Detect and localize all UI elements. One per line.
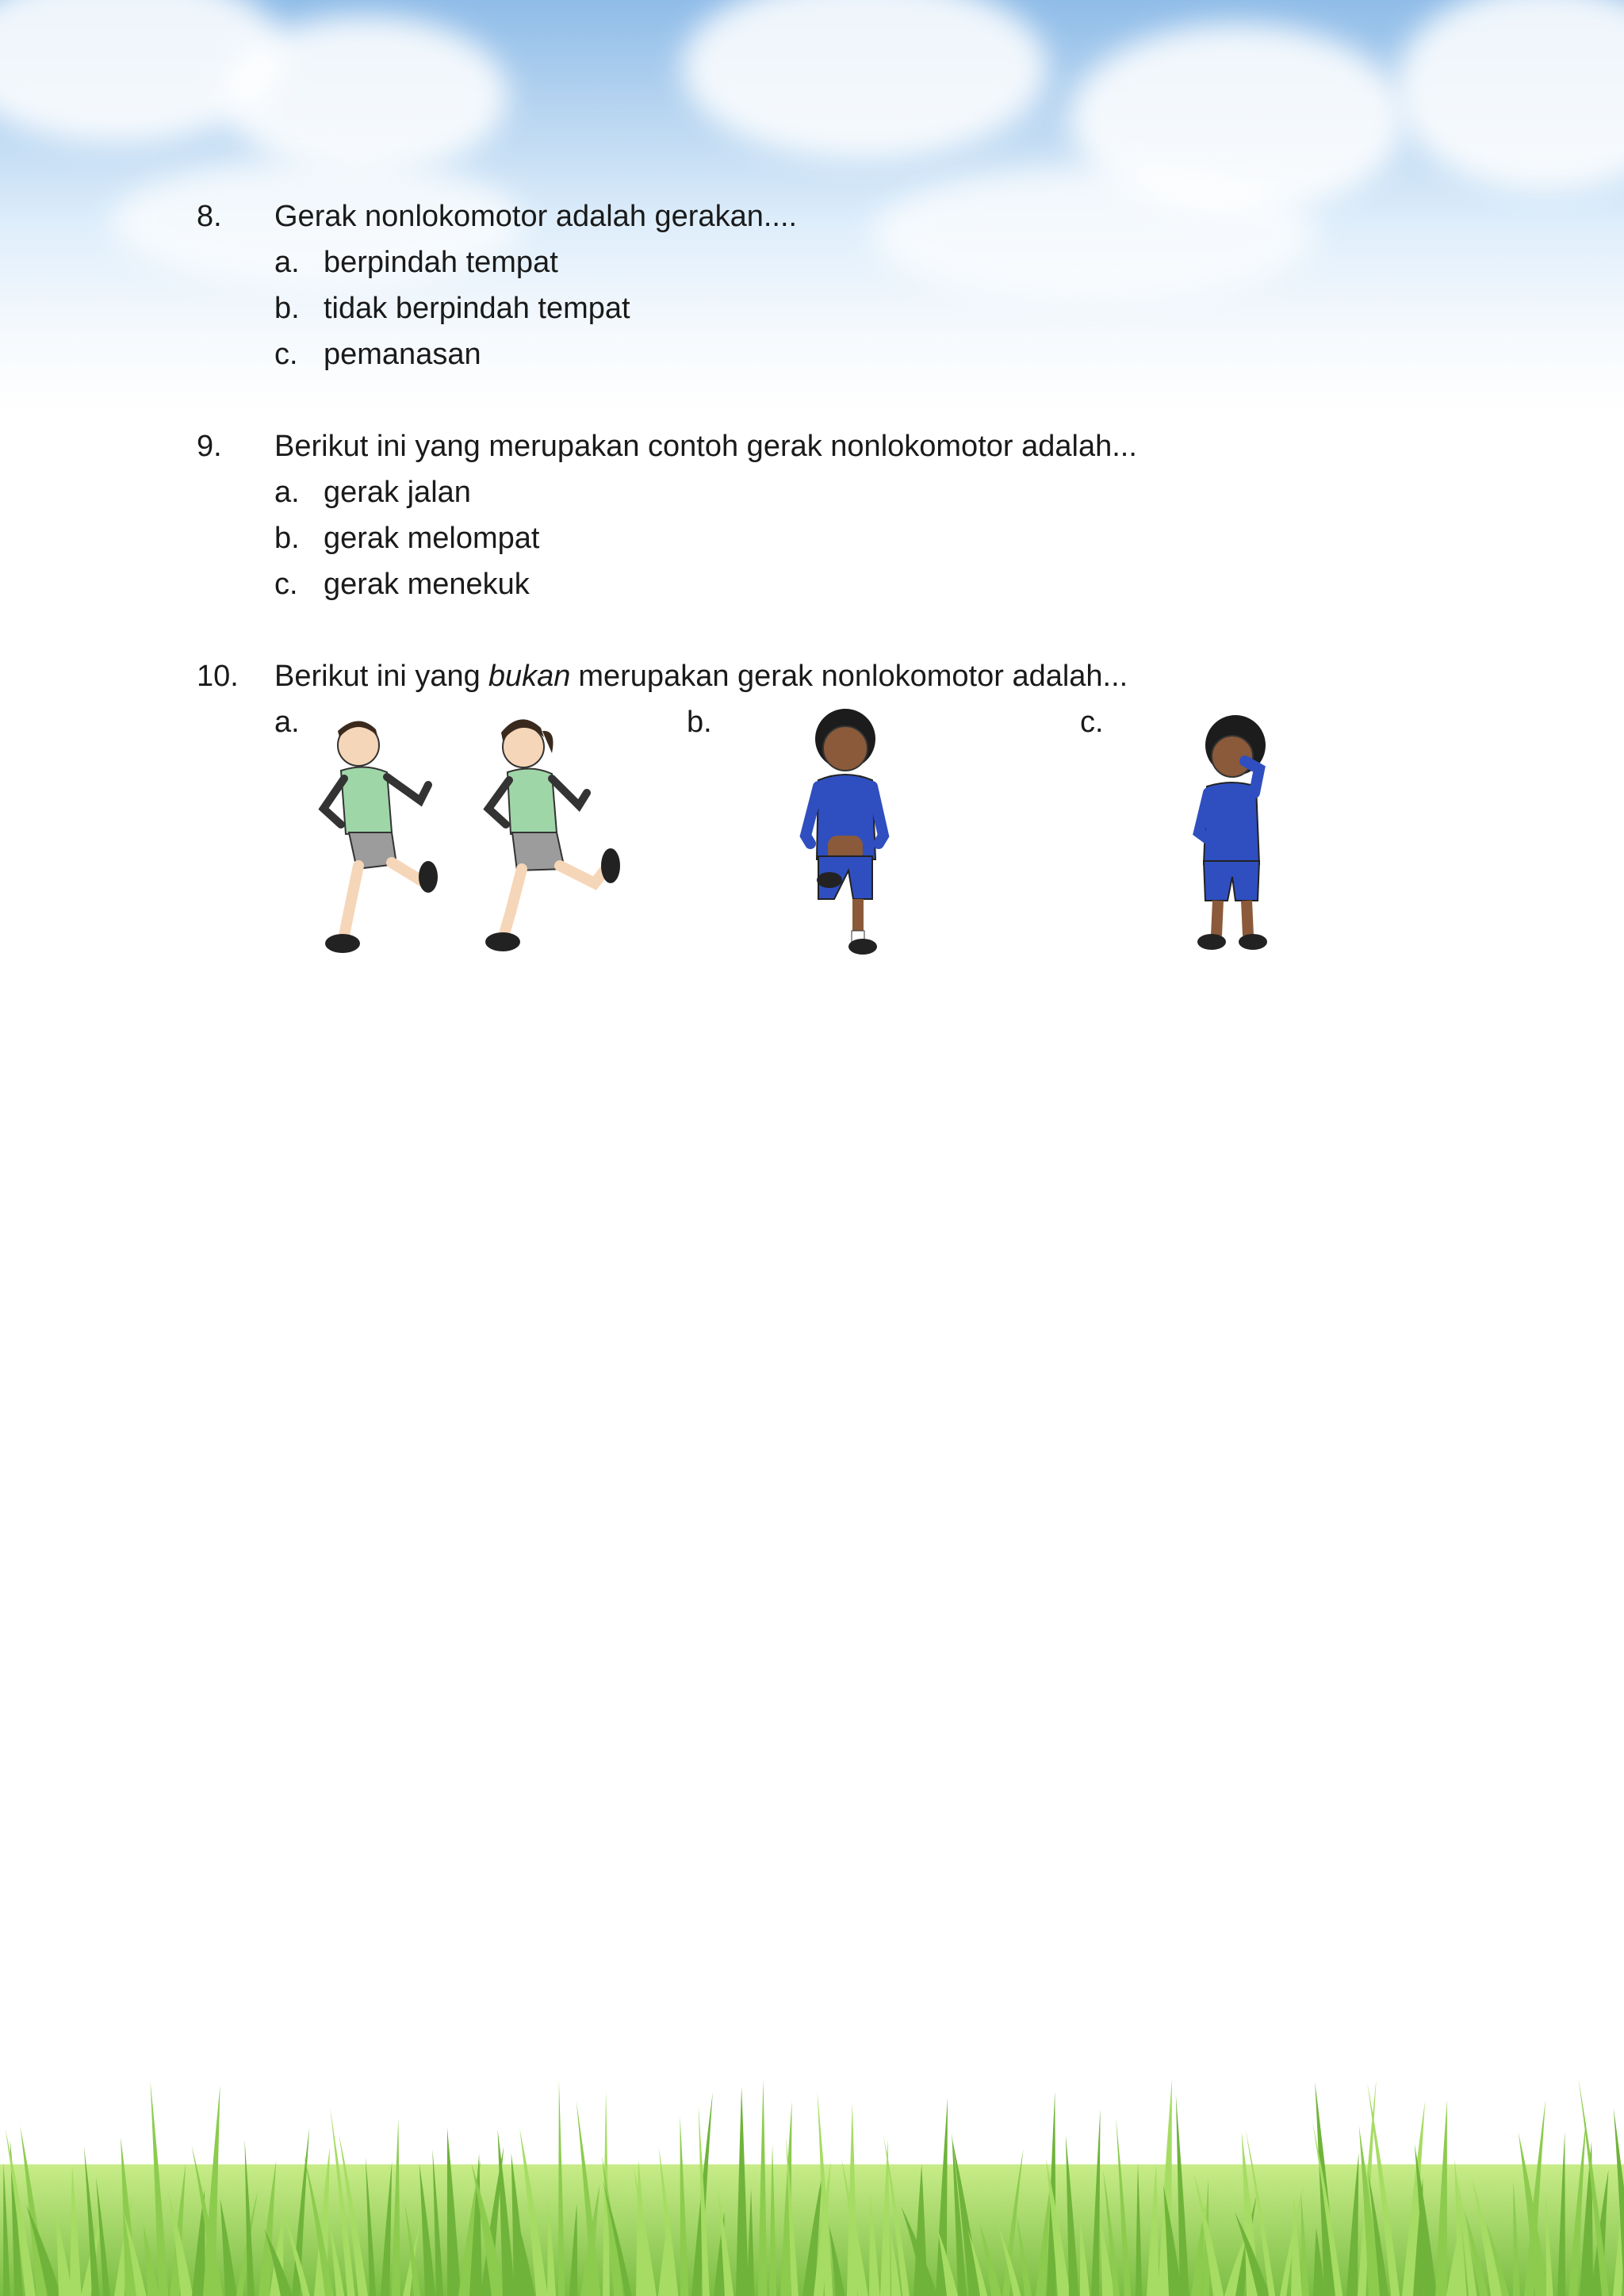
question-number: 9.: [197, 430, 222, 463]
question-text: Berikut ini yang merupakan contoh gerak nonlokomotor adalah...: [274, 430, 1137, 463]
question-number: 8.: [197, 200, 222, 233]
question-number: 10.: [197, 660, 239, 693]
option-label: a.: [274, 246, 300, 279]
children-running-illustration: [309, 714, 650, 967]
option-label: b.: [274, 522, 300, 555]
sky-background: [0, 0, 1624, 412]
option-text: gerak melompat: [324, 522, 540, 555]
question-text: [274, 658, 1128, 695]
option-label: b.: [274, 292, 300, 325]
option-label: b.: [687, 706, 712, 739]
option-label: c.: [274, 568, 298, 601]
option-label: c.: [274, 338, 298, 371]
question-emphasis: bukan: [488, 660, 571, 693]
running-girl-figure: [485, 719, 620, 951]
option-label: a.: [274, 706, 300, 739]
option-text: berpindah tempat: [324, 246, 558, 279]
question-text: Gerak nonlokomotor adalah gerakan....: [274, 200, 798, 233]
running-boy-figure: [324, 721, 438, 953]
option-label: c.: [1080, 706, 1104, 739]
option-text: gerak menekuk: [324, 568, 530, 601]
grass-decoration: [0, 2045, 1624, 2296]
question-text-before: Berikut ini yang: [274, 660, 481, 693]
option-text: pemanasan: [324, 338, 481, 371]
option-text: tidak berpindah tempat: [324, 292, 630, 325]
boy-lifting-knee-illustration: [795, 701, 898, 962]
boy-standing-illustration: [1180, 706, 1283, 959]
question-text-after: merupakan gerak nonlokomotor adalah...: [578, 660, 1128, 693]
option-label: a.: [274, 476, 300, 509]
option-text: gerak jalan: [324, 476, 471, 509]
